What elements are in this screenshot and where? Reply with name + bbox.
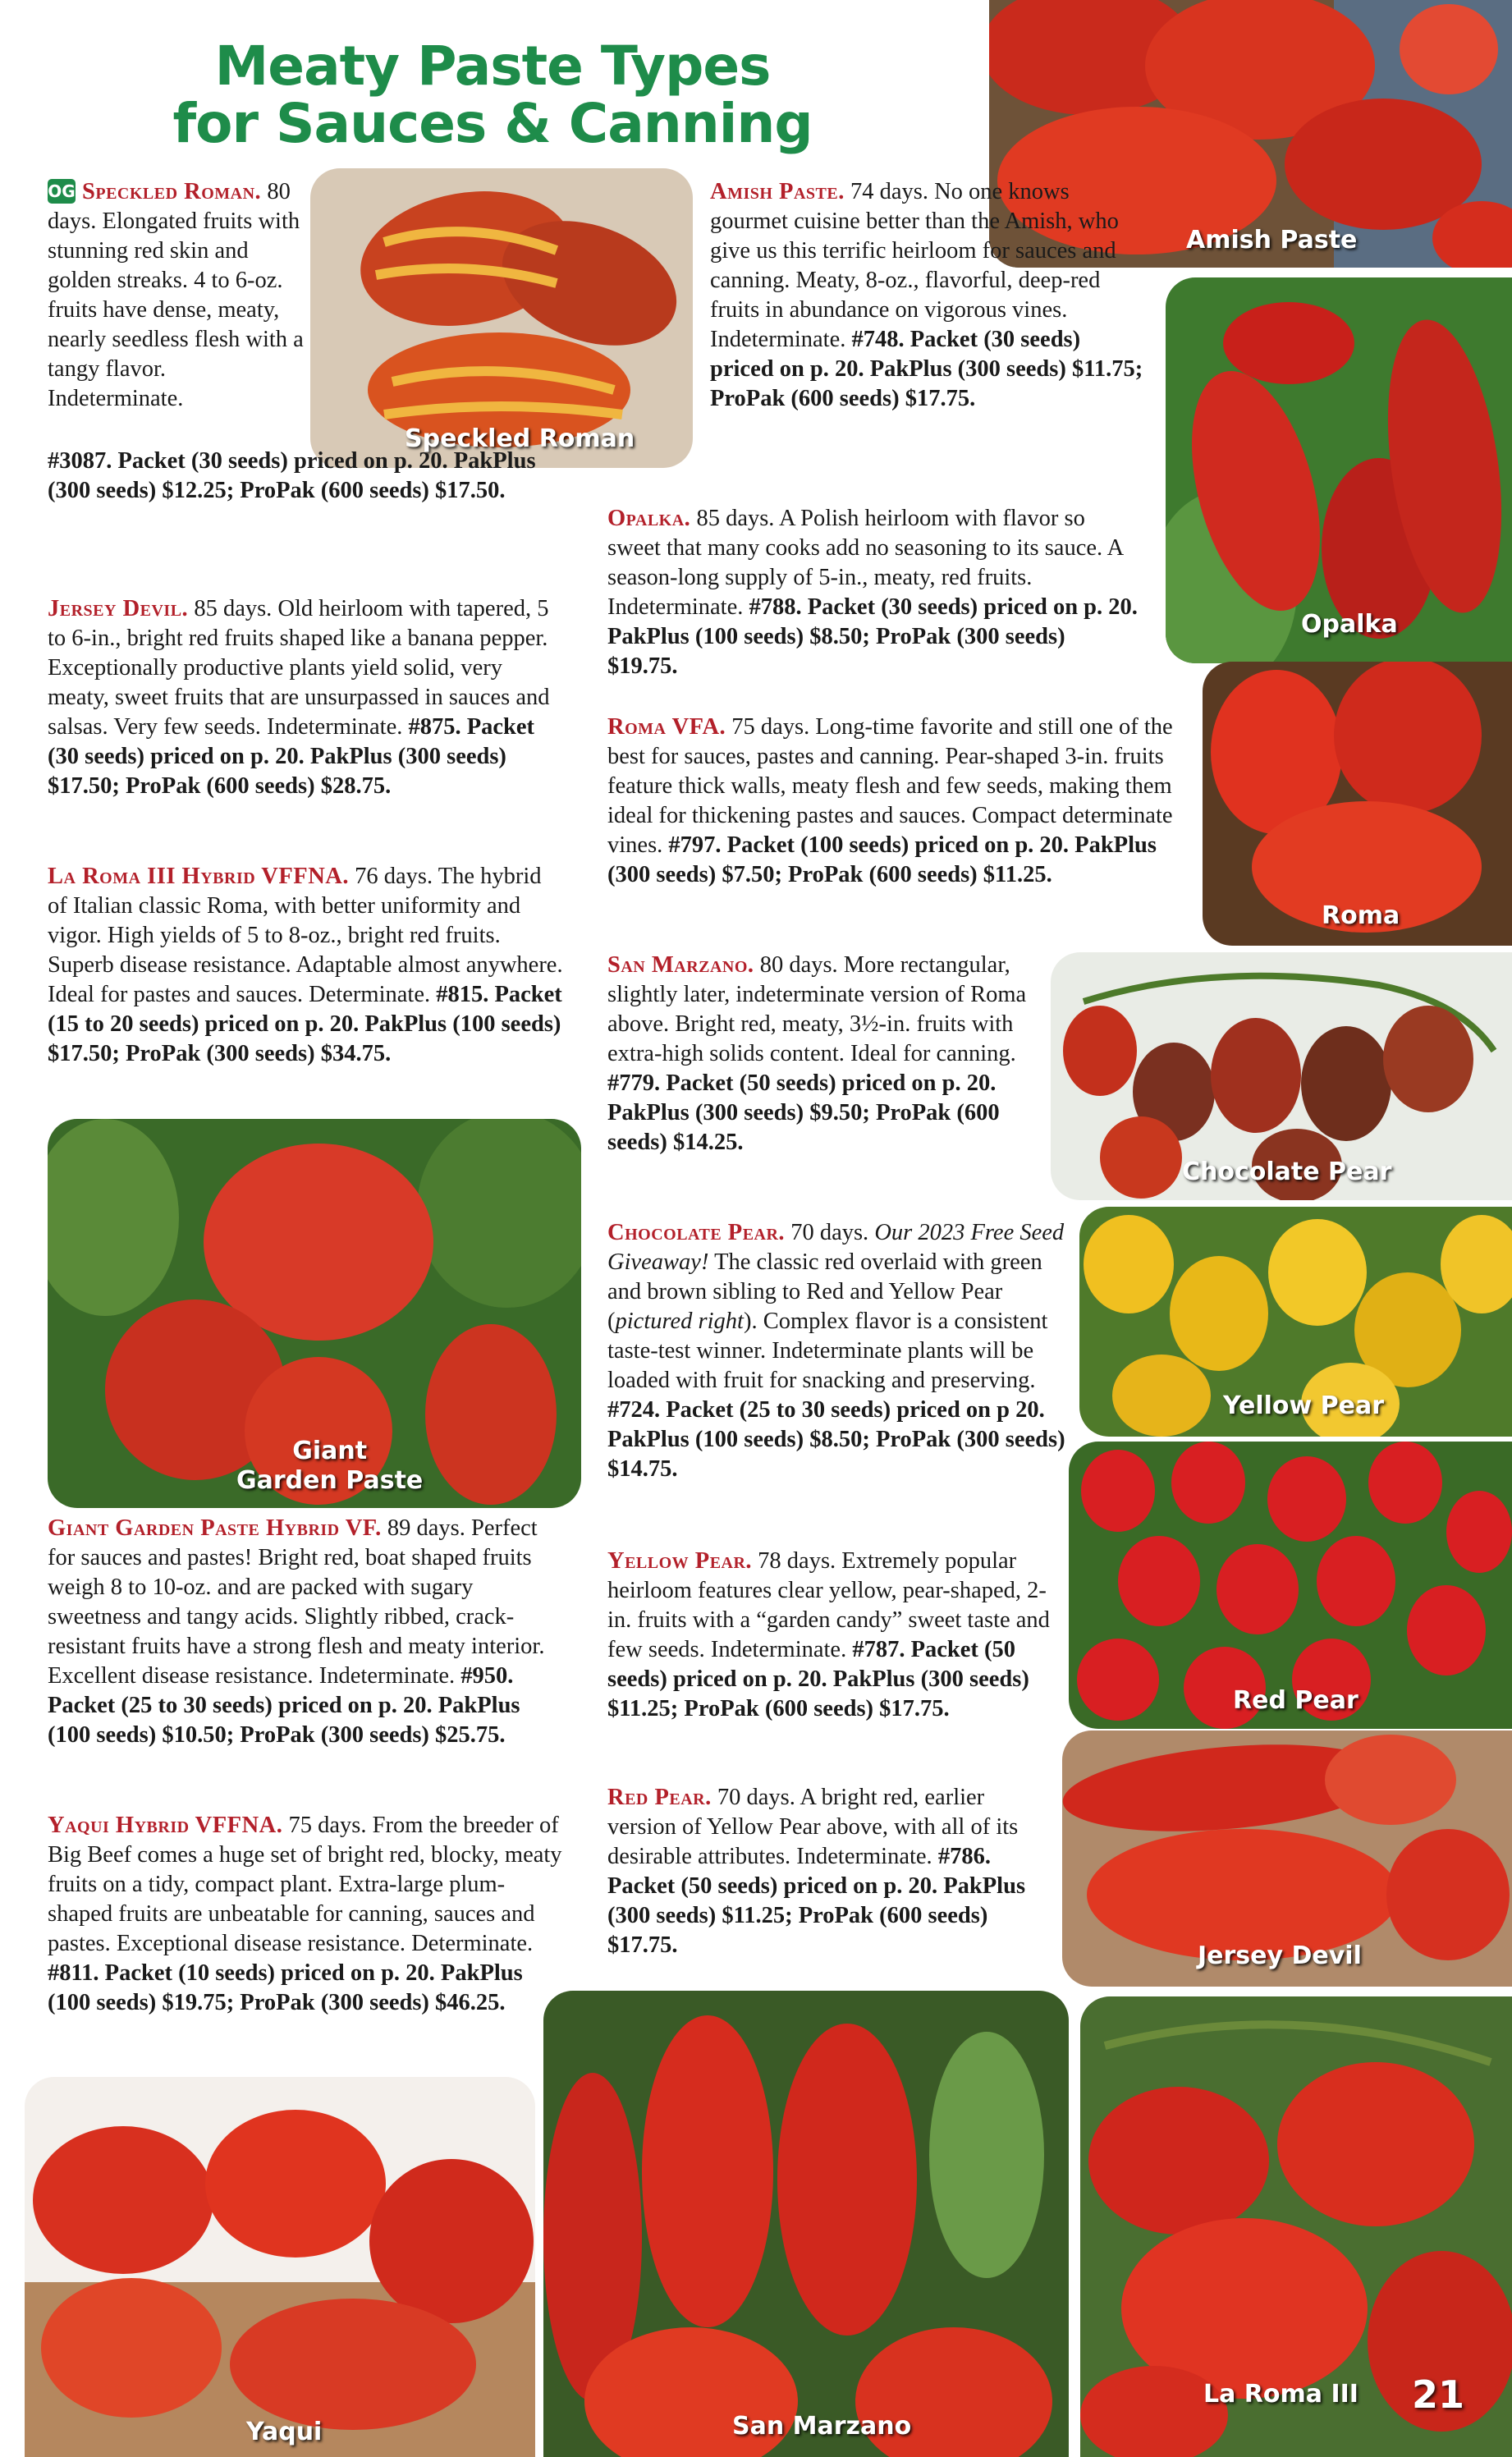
variety-body: 85 days. Old heirloom with tapered, 5 to 6-in., bright red fruits shaped like a banana pepper. Exceptionally productive plants yield solid, very meaty, sweet fruits that are unsurpassed in sauces and salsas. Very few seeds. Indeterminate. — [48, 596, 550, 740]
entry-speckled-roman-order — [48, 447, 565, 506]
page-number: 21 — [1412, 2372, 1465, 2417]
variety-order: #748. Packet (30 seeds) priced on p. 20. PakPlus (300 seeds) $11.75; ProPak (600 seeds) $17.75. — [710, 327, 1143, 411]
variety-name: Jersey Devil. — [48, 596, 189, 621]
variety-name: Amish Paste. — [710, 179, 845, 204]
variety-body: 75 days. Long-time favorite and still one of the best for sauces, pastes and canning. Pear-shaped 3-in. fruits feature thick walls, meaty flesh and few seeds, making them ideal for thickening pastes and sauces. Compact determinate vines. — [607, 714, 1173, 858]
photo-red-pear — [1069, 1442, 1512, 1729]
organic-badge-icon: OG — [48, 179, 76, 204]
variety-order: #815. Packet (15 to 20 seeds) priced on p. 20. PakPlus (100 seeds) $17.50; ProPak (300 seeds) $34.75. — [48, 982, 562, 1066]
entry-roma — [607, 713, 1182, 890]
variety-body: 76 days. The hybrid of Italian classic Roma, with better uniformity and vigor. High yields of 5 to 8-oz., bright red fruits. Superb disease resistance. Adaptable almost anywhere. Ideal for pastes and sauces. Determinate. — [48, 864, 563, 1007]
photo-roma — [1203, 662, 1512, 946]
variety-name: Giant Garden Paste Hybrid VF. — [48, 1515, 382, 1541]
variety-body: 80 days. More rectangular, slightly later, indeterminate version of Roma above. Bright red, meaty, 3½-in. fruits with extra-high solids content. Ideal for canning. — [607, 952, 1027, 1066]
photo-chocolate-pear — [1051, 952, 1512, 1200]
variety-order: #875. Packet (30 seeds) priced on p. 20. PakPlus (300 seeds) $17.50; ProPak (600 seeds) $28.75. — [48, 714, 535, 799]
caption-yellow-pear: Yellow Pear — [1223, 1391, 1385, 1420]
photo-yellow-pear — [1079, 1207, 1512, 1437]
photo-san-marzano — [543, 1991, 1069, 2457]
caption-roma: Roma — [1322, 901, 1400, 930]
variety-order: #786. Packet (50 seeds) priced on p. 20. PakPlus (300 seeds) $11.25; ProPak (600 seeds) $17.75. — [607, 1844, 1026, 1958]
variety-order: #3087. Packet (30 seeds) priced on p. 20. PakPlus (300 seeds) $12.25; ProPak (600 seeds) $17.50. — [48, 448, 536, 503]
page-title — [107, 34, 878, 155]
caption-la-roma-iii: La Roma III — [1203, 2380, 1359, 2409]
variety-name: Yellow Pear. — [607, 1548, 753, 1574]
caption-giant-garden-paste — [236, 1437, 423, 1496]
variety-order: #787. Packet (50 seeds) priced on p. 20. PakPlus (300 seeds) $11.25; ProPak (600 seeds) $17.75. — [607, 1637, 1029, 1721]
caption-giant-line-1: Giant — [292, 1437, 368, 1465]
caption-giant-line-2: Garden Paste — [236, 1466, 424, 1495]
entry-speckled-roman — [48, 177, 304, 414]
variety-order: #797. Packet (100 seeds) priced on p. 20. PakPlus (300 seeds) $7.50; ProPak (600 seeds) $11.25. — [607, 832, 1157, 887]
entry-yellow-pear — [607, 1547, 1051, 1724]
variety-pictured-note: pictured right — [615, 1309, 744, 1334]
title-line-1: Meaty Paste Types — [214, 34, 771, 98]
variety-name: San Marzano. — [607, 952, 754, 978]
variety-giveaway-note: Our 2023 Free Seed Giveaway! — [607, 1220, 1065, 1275]
caption-red-pear: Red Pear — [1233, 1686, 1359, 1715]
entry-amish-paste — [710, 177, 1149, 414]
caption-chocolate-pear: Chocolate Pear — [1182, 1157, 1392, 1186]
variety-name: Chocolate Pear. — [607, 1220, 786, 1245]
entry-yaqui — [48, 1811, 565, 2018]
variety-body-cont: The classic red overlaid with green and brown sibling to Red and Yellow Pear ( — [607, 1249, 1042, 1334]
variety-body: 75 days. From the breeder of Big Beef comes a huge set of bright red, blocky, meaty fruits on a tidy, compact plant. Extra-large plum-shaped fruits are unbeatable for canning, sauces and pastes. Exceptional disease resistance. Determinate. — [48, 1813, 562, 1956]
caption-yaqui: Yaqui — [246, 2418, 323, 2446]
variety-body: 89 days. Perfect for sauces and pastes! Bright red, boat shaped fruits weigh 8 to 10-oz. and are packed with sugary sweetness and tangy acids. Slightly ribbed, crack-resistant fruits have a strong flesh and meaty interior. Excellent disease resistance. Indeterminate. — [48, 1515, 545, 1689]
variety-body: 80 days. Elongated fruits with stunning red skin and golden streaks. 4 to 6-oz. fruits have dense, meaty, nearly seedless flesh with a tangy flavor. Indeterminate. — [48, 179, 304, 411]
variety-body-end: ). Complex flavor is a consistent taste-test winner. Indeterminate plants will be loaded with fruit for snacking and preserving. — [607, 1309, 1048, 1393]
variety-order: #724. Packet (25 to 30 seeds) priced on p 20. PakPlus (100 seeds) $8.50; ProPak (300 seeds) $14.75. — [607, 1397, 1065, 1482]
variety-order: #779. Packet (50 seeds) priced on p. 20. PakPlus (300 seeds) $9.50; ProPak (600 seeds) $14.25. — [607, 1070, 1000, 1155]
entry-giant-garden-paste — [48, 1514, 565, 1750]
title-line-2: for Sauces & Canning — [172, 92, 813, 155]
photo-giant-garden-paste — [48, 1119, 581, 1508]
variety-name: Opalka. — [607, 506, 691, 531]
caption-jersey-devil: Jersey Devil — [1198, 1941, 1362, 1970]
photo-speckled-roman — [310, 168, 693, 468]
entry-chocolate-pear — [607, 1218, 1067, 1484]
variety-body: 70 days. — [785, 1220, 875, 1245]
variety-body: 85 days. A Polish heirloom with flavor so sweet that many cooks add no seasoning to its sauce. A season-long supply of 5-in., meaty, red fruits. Indeterminate. — [607, 506, 1123, 620]
entry-opalka — [607, 504, 1141, 681]
photo-opalka — [1166, 277, 1512, 663]
entry-san-marzano — [607, 951, 1034, 1157]
variety-order: #788. Packet (30 seeds) priced on p. 20. PakPlus (100 seeds) $8.50; ProPak (300 seeds) $19.75. — [607, 594, 1138, 679]
caption-speckled-roman: Speckled Roman — [405, 424, 635, 453]
variety-name: La Roma III Hybrid VFFNA. — [48, 864, 349, 889]
entry-red-pear — [607, 1783, 1047, 1960]
variety-name: Red Pear. — [607, 1785, 712, 1810]
variety-name: Yaqui Hybrid VFFNA. — [48, 1813, 283, 1838]
caption-amish-paste: Amish Paste — [1186, 226, 1358, 254]
variety-name: Roma VFA. — [607, 714, 726, 740]
caption-san-marzano: San Marzano — [732, 2412, 912, 2441]
photo-yaqui — [25, 2077, 535, 2457]
entry-la-roma-iii — [48, 862, 565, 1069]
entry-jersey-devil — [48, 594, 565, 801]
photo-jersey-devil — [1062, 1730, 1512, 1987]
caption-opalka: Opalka — [1301, 610, 1398, 639]
variety-name: Speckled Roman. — [82, 179, 262, 204]
variety-order: #950. Packet (25 to 30 seeds) priced on p. 20. PakPlus (100 seeds) $10.50; ProPak (300 seeds) $25.75. — [48, 1663, 520, 1748]
variety-body: 70 days. A bright red, earlier version of Yellow Pear above, with all of its desirable attributes. Indeterminate. — [607, 1785, 1019, 1869]
variety-body: 78 days. Extremely popular heirloom features clear yellow, pear-shaped, 2-in. fruits with a “garden candy” sweet taste and few seeds. Indeterminate. — [607, 1548, 1050, 1662]
variety-order: #811. Packet (10 seeds) priced on p. 20. PakPlus (100 seeds) $19.75; ProPak (300 seeds) $46.25. — [48, 1960, 523, 2015]
variety-body: 74 days. No one knows gourmet cuisine better than the Amish, who give us this terrific heirloom for sauces and canning. Meaty, 8-oz., flavorful, deep-red fruits in abundance on vigorous vines. Indeterminate. — [710, 179, 1119, 352]
